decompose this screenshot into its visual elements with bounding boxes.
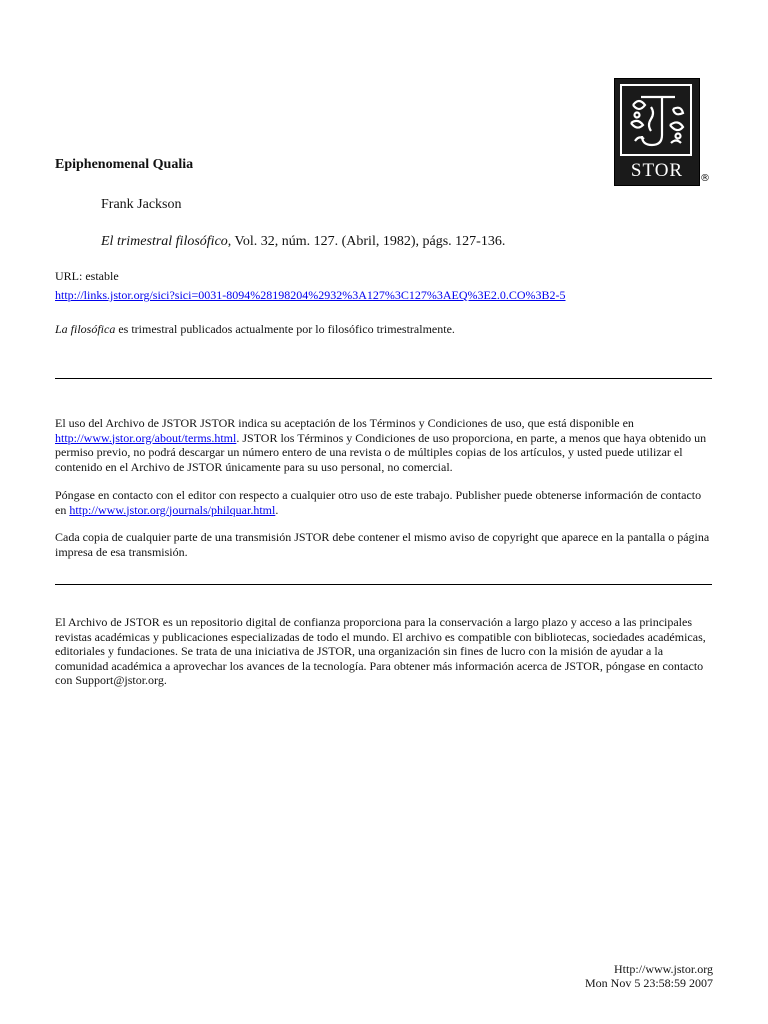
stable-url-label: URL: estable [55,269,119,283]
terms-text-a: El uso del Archivo de JSTOR JSTOR indica su aceptación de los Términos y Condiciones de uso, que está disponible en [55,416,634,430]
publisher-note [55,322,455,337]
stable-url-link-wrap [55,288,566,303]
journal-name: El trimestral filosófico [101,234,228,249]
publisher-contact-link[interactable]: http://www.jstor.org/journals/philquar.html [69,502,276,517]
jstor-logo [614,78,700,186]
footer-site: Http://www.jstor.org [613,962,713,976]
registered-mark: ® [700,173,710,184]
contact-text-a: Póngase en contacto con el editor con respecto a cualquier otro uso de este trabajo. Publisher puede obtenerse información de contacto en [55,488,702,517]
footer-timestamp: Mon Nov 5 23:58:59 2007 [584,976,713,990]
publisher-name: La filosófica [55,322,116,336]
terms-link[interactable]: http://www.jstor.org/about/terms.html [55,430,237,445]
contact-text-b: . [275,502,279,517]
footer [585,962,713,990]
article-title: Epiphenomenal Qualia [55,157,194,172]
article-citation [101,234,505,250]
terms-text-b: . JSTOR los Términos y Condiciones de uso proporciona, en parte, a menos que haya obtenido un permiso previo, no podrá descargar un número entero de una revista o de múltiples copias de los artículos, y usted puede utilizar el contenido en el Archivo de JSTOR únicamente para su uso personal, no comercial. [55,430,707,474]
publisher-note-text: es trimestral publicados actualmente por lo filosófico trimestralmente. [115,322,455,336]
logo-j-ornament-icon [615,79,699,163]
logo-wordmark: STOR [630,160,684,181]
stable-url-link[interactable]: http://links.jstor.org/sici?sici=0031-8094%28198204%2932%3A127%3C127%3AEQ%3E2.0.CO%3B2-5 [55,288,566,302]
copyright-paragraph: Cada copia de cualquier parte de una transmisión JSTOR debe contener el mismo aviso de copyright que aparece en la pantalla o página impresa de esa transmisión. [55,530,710,559]
divider-bottom [55,584,712,585]
terms-paragraph [55,416,715,474]
about-jstor-paragraph: El Archivo de JSTOR es un repositorio digital de confianza proporciona para la conservación a largo plazo y acceso a las principales revistas académicas y publicaciones especializadas de todo el mundo. El archivo es compatible con bibliotecas, sociedades académicas, editoriales y fundaciones. Se trata de una iniciativa de JSTOR, una organización sin fines de lucro con la misión de ayudar a la comunidad académica a aprovechar los avances de la tecnología. Para obtener más información acerca de JSTOR, póngase en contacto con Support@jstor.org. [55,615,706,687]
citation-details: , Vol. 32, núm. 127. (Abril, 1982), págs. 127-136. [227,234,506,249]
article-author: Frank Jackson [101,197,182,212]
divider-top [55,378,712,379]
contact-paragraph [55,488,715,517]
